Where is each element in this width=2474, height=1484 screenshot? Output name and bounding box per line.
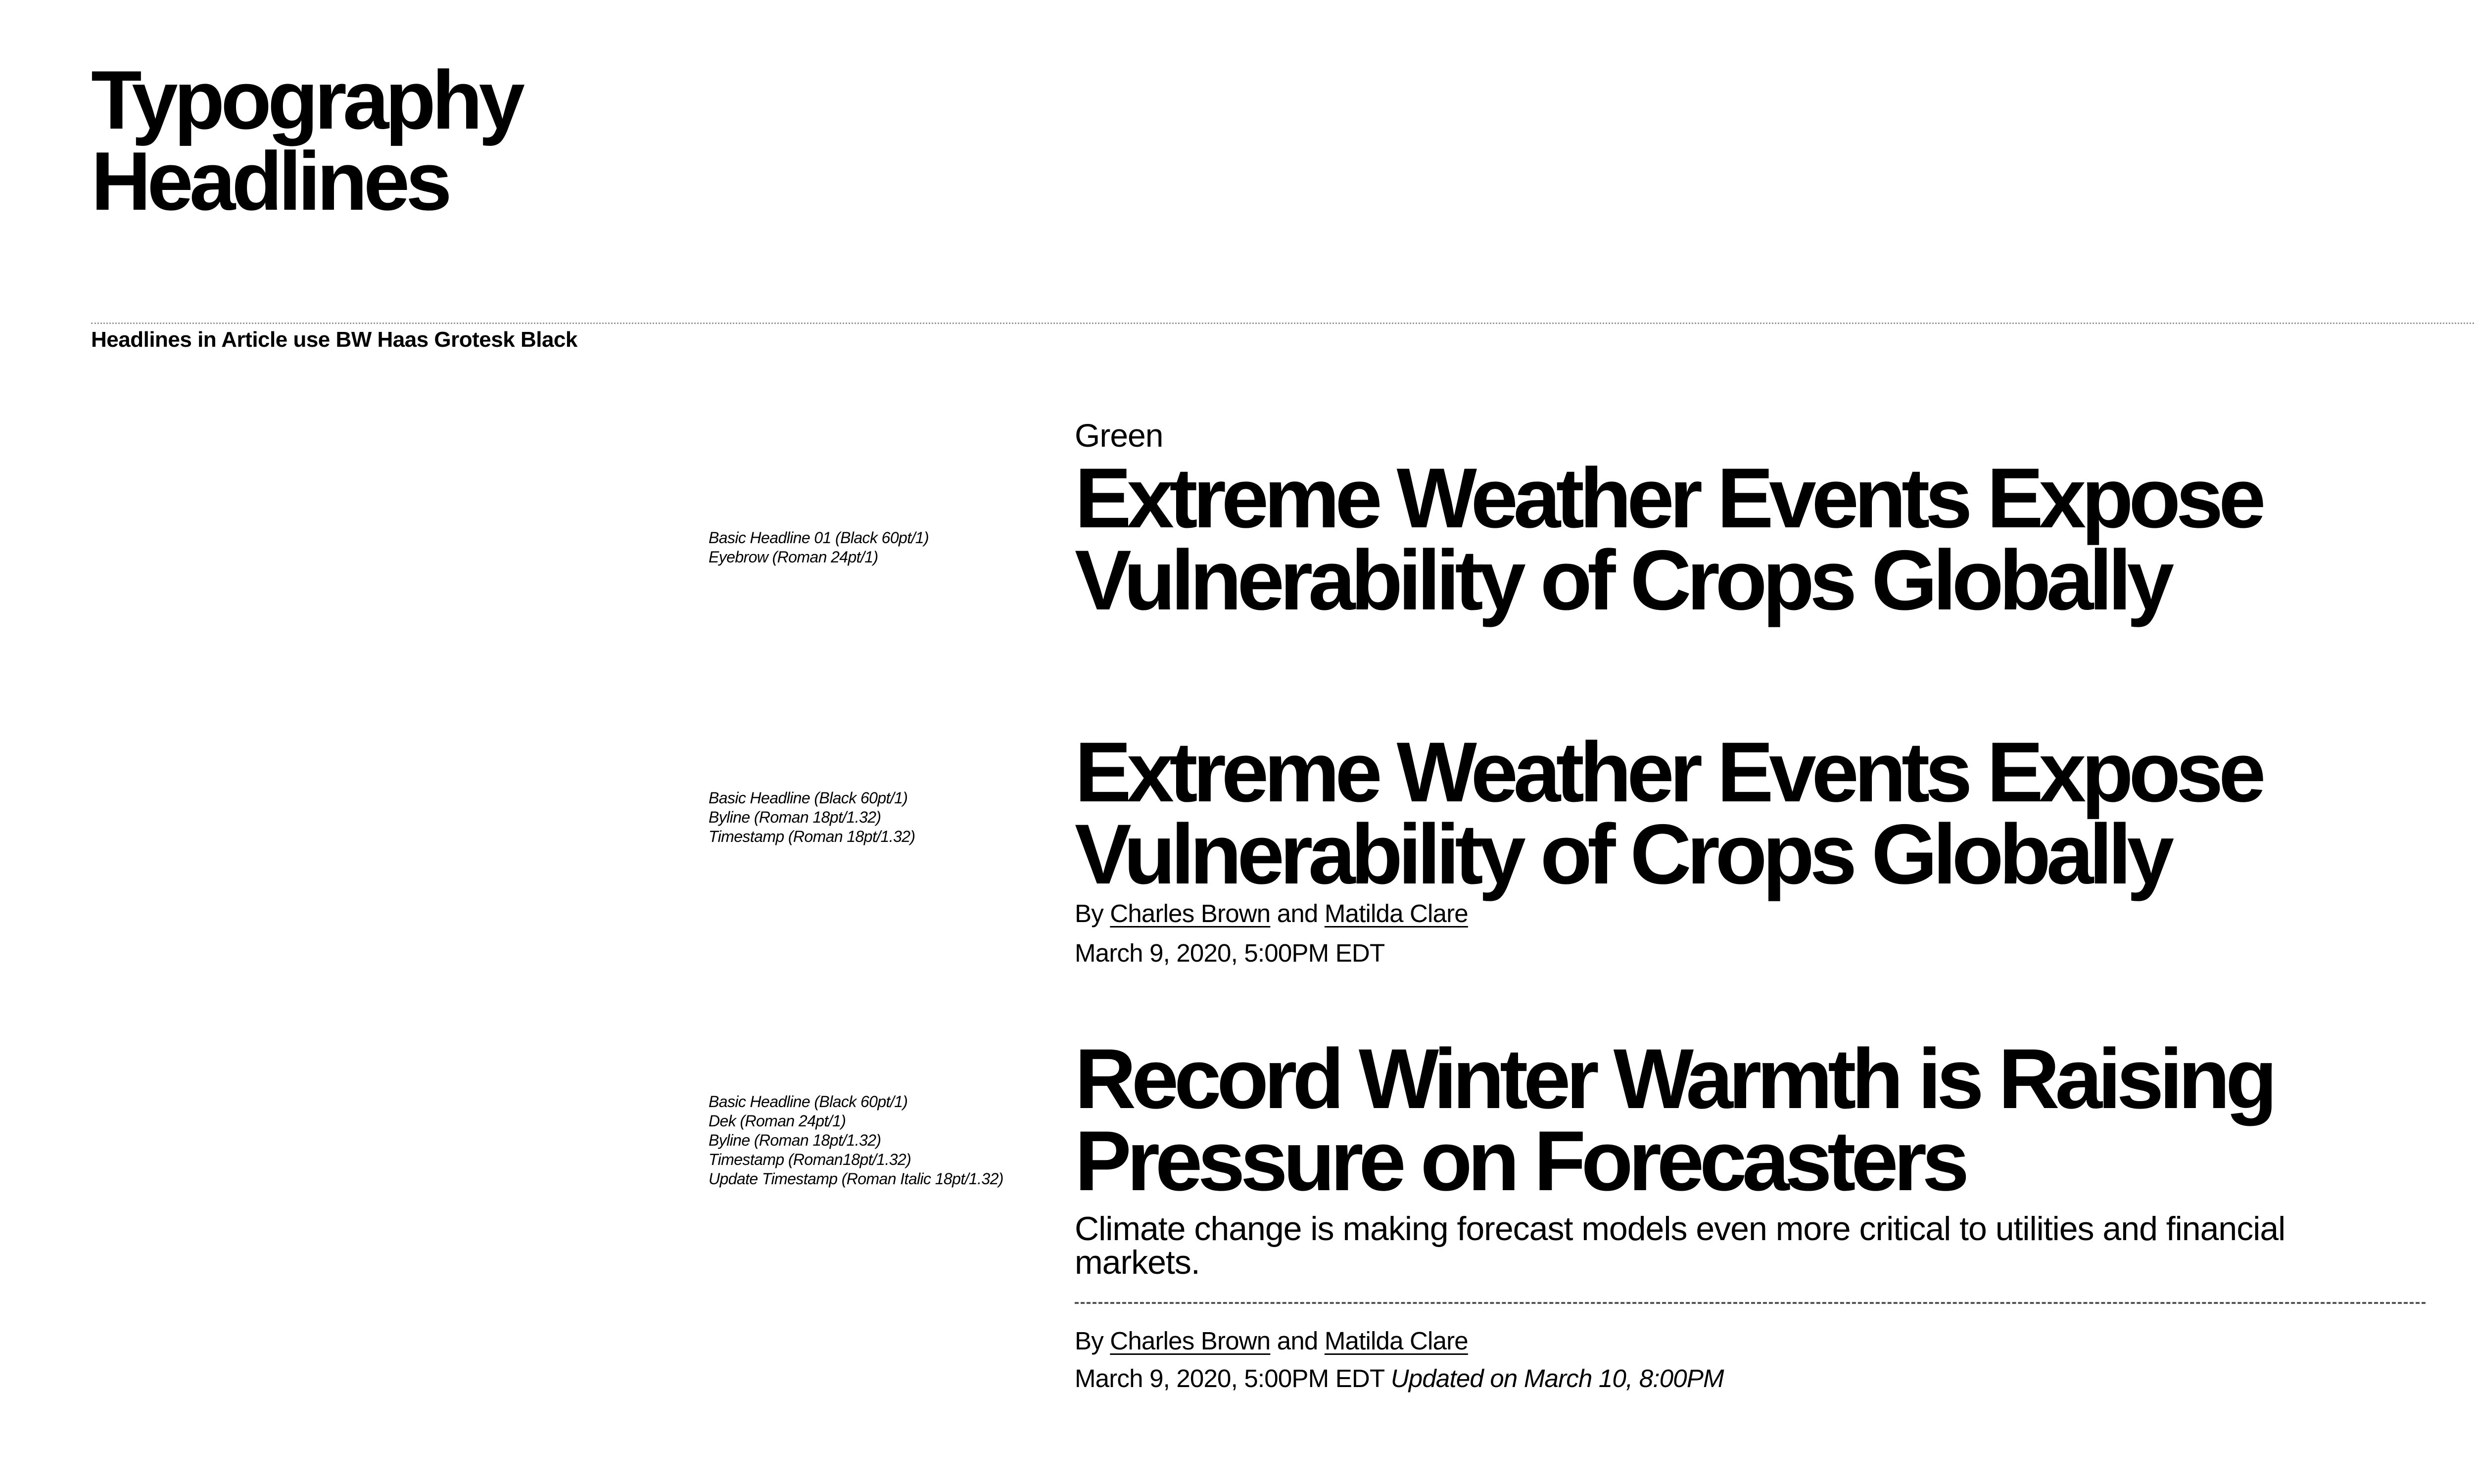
spec-note: Timestamp (Roman 18pt/1.32) bbox=[709, 828, 915, 845]
example-3-sample bbox=[1075, 1031, 2426, 1395]
spec-note: Dek (Roman 24pt/1) bbox=[709, 1112, 846, 1130]
dek-divider bbox=[1075, 1302, 2426, 1304]
title-divider bbox=[91, 323, 2474, 324]
spec-note: Basic Headline (Black 60pt/1) bbox=[709, 789, 908, 807]
author-link-charles-brown[interactable]: Charles Brown bbox=[1110, 899, 1271, 928]
eyebrow[interactable]: Green bbox=[1075, 417, 1163, 454]
headline[interactable] bbox=[1075, 725, 2262, 902]
spec-note: Byline (Roman 18pt/1.32) bbox=[709, 808, 881, 826]
spec-note: Update Timestamp (Roman Italic 18pt/1.32) bbox=[709, 1170, 1003, 1188]
author-link-charles-brown[interactable]: Charles Brown bbox=[1110, 1327, 1271, 1355]
page-title-line-1: Typography bbox=[91, 53, 521, 146]
page-subtitle: Headlines in Article use BW Haas Grotesk Black bbox=[91, 327, 577, 352]
headline[interactable] bbox=[1075, 451, 2262, 628]
spec-note: Basic Headline (Black 60pt/1) bbox=[709, 1093, 908, 1111]
timestamp: March 9, 2020, 5:00PM EDT bbox=[1075, 939, 1385, 967]
author-link-matilda-clare[interactable]: Matilda Clare bbox=[1324, 899, 1468, 928]
byline bbox=[1075, 1325, 2426, 1357]
page-title bbox=[91, 53, 521, 228]
byline-conjunction: and bbox=[1277, 899, 1318, 928]
timestamp-row bbox=[1075, 1362, 2426, 1395]
headline-line-1: Extreme Weather Events Expose bbox=[1075, 725, 2262, 820]
byline bbox=[1075, 897, 2261, 930]
example-2-sample bbox=[1075, 725, 2262, 970]
headline-line-2: Pressure on Forecasters bbox=[1075, 1113, 1965, 1208]
spec-note: Timestamp (Roman18pt/1.32) bbox=[709, 1151, 911, 1168]
spec-notes-example-1 bbox=[709, 528, 929, 567]
spec-note: Eyebrow (Roman 24pt/1) bbox=[709, 548, 878, 566]
update-timestamp: Updated on March 10, 8:00PM bbox=[1390, 1364, 1724, 1392]
headline-line-2: Vulnerability of Crops Globally bbox=[1075, 533, 2170, 628]
dek: Climate change is making forecast models even more critical to utilities and financial markets. bbox=[1075, 1210, 2285, 1281]
byline-prefix: By bbox=[1075, 899, 1103, 928]
headline-line-2: Vulnerability of Crops Globally bbox=[1075, 807, 2170, 902]
example-1-sample bbox=[1075, 416, 2262, 628]
headline-line-1: Extreme Weather Events Expose bbox=[1075, 451, 2262, 546]
headline[interactable] bbox=[1075, 1031, 2426, 1208]
byline-prefix: By bbox=[1075, 1327, 1103, 1355]
spec-notes-example-3 bbox=[709, 1092, 1003, 1189]
spec-note: Basic Headline 01 (Black 60pt/1) bbox=[709, 529, 929, 547]
author-link-matilda-clare[interactable]: Matilda Clare bbox=[1324, 1327, 1468, 1355]
byline-conjunction: and bbox=[1277, 1327, 1318, 1355]
spec-notes-example-2 bbox=[709, 788, 915, 846]
spec-note: Byline (Roman 18pt/1.32) bbox=[709, 1131, 881, 1149]
page-title-line-2: Headlines bbox=[91, 135, 448, 228]
headline-line-1: Record Winter Warmth is Raising bbox=[1075, 1031, 2273, 1126]
timestamp: March 9, 2020, 5:00PM EDT bbox=[1075, 1364, 1384, 1392]
